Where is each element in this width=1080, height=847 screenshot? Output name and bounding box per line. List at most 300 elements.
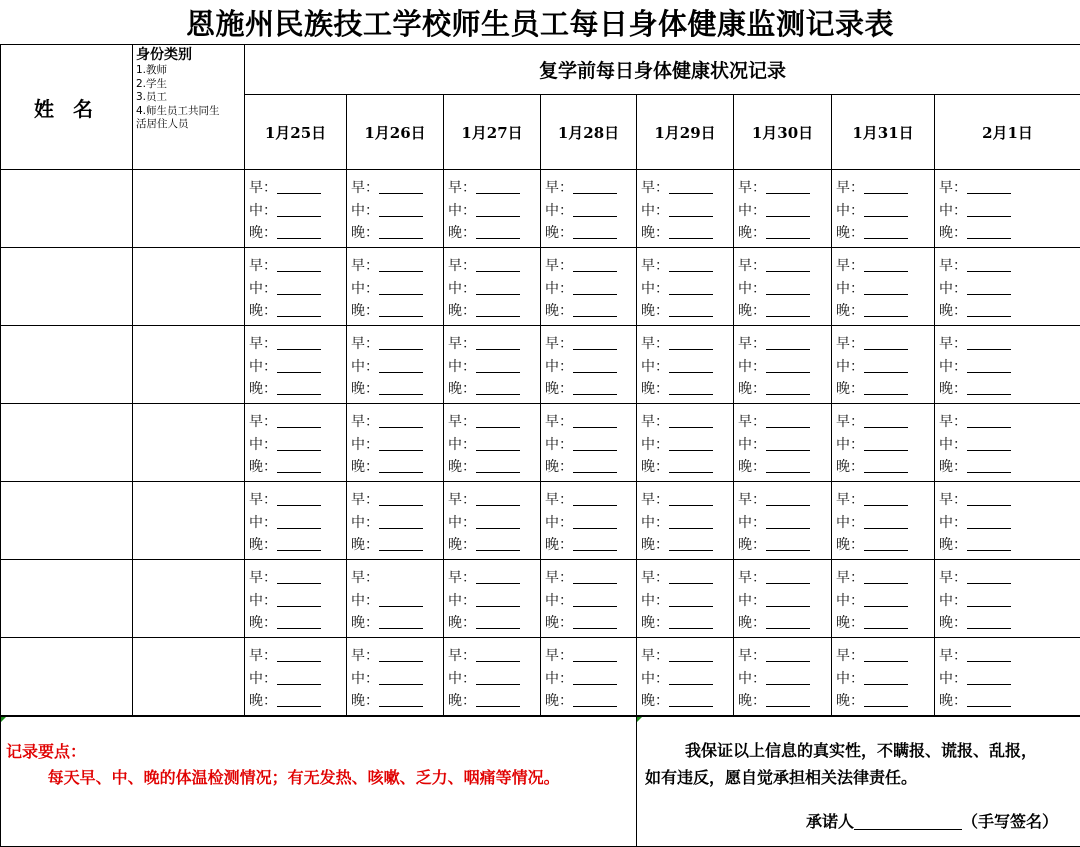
temperature-input-line[interactable] <box>379 335 423 350</box>
slot-label: 晚： <box>836 381 864 397</box>
temperature-slot <box>641 567 733 590</box>
temperature-slot <box>836 222 934 245</box>
slot-label: 早： <box>738 492 766 508</box>
temperature-slot <box>448 255 540 278</box>
temperature-input-line[interactable] <box>967 224 1011 239</box>
temperature-input-line[interactable] <box>766 413 810 428</box>
slot-label: 晚： <box>351 615 379 631</box>
temperature-slot <box>641 489 733 512</box>
name-cell[interactable] <box>1 170 133 248</box>
temperature-input-line[interactable] <box>766 569 810 584</box>
slot-label: 中： <box>351 202 379 219</box>
slot-label: 早： <box>545 258 573 274</box>
temperature-input-line[interactable] <box>476 380 520 395</box>
temperature-input-line[interactable] <box>864 302 908 317</box>
temperature-input-line[interactable] <box>669 335 713 350</box>
temperature-input-line[interactable] <box>967 202 1011 217</box>
daily-record-cell <box>541 170 637 248</box>
daily-record-cell <box>347 326 444 404</box>
slot-label: 晚： <box>738 225 766 241</box>
temperature-slot <box>351 177 443 200</box>
temperature-slot <box>545 378 636 401</box>
temperature-input-line[interactable] <box>379 280 423 295</box>
temperature-input-line[interactable] <box>277 692 321 707</box>
temperature-input-line[interactable] <box>277 592 321 607</box>
daily-record-cell <box>637 326 734 404</box>
temperature-input-line[interactable] <box>379 358 423 373</box>
slot-label: 中： <box>249 670 277 687</box>
temperature-slot <box>545 177 636 200</box>
slot-label: 早： <box>448 336 476 352</box>
temperature-slot <box>836 690 934 713</box>
temperature-slot <box>939 177 1080 200</box>
temperature-input-line[interactable] <box>476 647 520 662</box>
temperature-input-line[interactable] <box>864 202 908 217</box>
slot-label: 早： <box>545 648 573 664</box>
slot-label: 晚： <box>448 459 476 475</box>
temperature-input-line[interactable] <box>967 692 1011 707</box>
temperature-input-line[interactable] <box>573 614 617 629</box>
temperature-slot <box>641 456 733 479</box>
name-cell[interactable] <box>1 560 133 638</box>
temperature-input-line[interactable] <box>967 335 1011 350</box>
temperature-input-line[interactable] <box>669 614 713 629</box>
slot-label: 中： <box>641 592 669 609</box>
slot-label: 早： <box>351 414 379 430</box>
temperature-input-line[interactable] <box>967 491 1011 506</box>
temperature-input-line[interactable] <box>766 647 810 662</box>
temperature-slot <box>351 590 443 613</box>
temperature-input-line[interactable] <box>669 257 713 272</box>
name-cell[interactable] <box>1 404 133 482</box>
temperature-input-line[interactable] <box>476 458 520 473</box>
temperature-input-line[interactable] <box>766 224 810 239</box>
temperature-input-line[interactable] <box>967 647 1011 662</box>
temperature-input-line[interactable] <box>864 224 908 239</box>
slot-label: 中： <box>249 514 277 531</box>
temperature-input-line[interactable] <box>669 436 713 451</box>
temperature-slot <box>448 434 540 457</box>
temperature-input-line[interactable] <box>967 413 1011 428</box>
slot-label: 晚： <box>249 381 277 397</box>
temperature-input-line[interactable] <box>766 614 810 629</box>
temperature-input-line[interactable] <box>967 358 1011 373</box>
temperature-slot <box>738 177 831 200</box>
temperature-input-line[interactable] <box>766 536 810 551</box>
temperature-input-line[interactable] <box>277 202 321 217</box>
temperature-input-line[interactable] <box>864 257 908 272</box>
temperature-input-line[interactable] <box>573 514 617 529</box>
temperature-slot <box>641 690 733 713</box>
temperature-input-line[interactable] <box>476 413 520 428</box>
temperature-slot <box>351 668 443 691</box>
temperature-input-line[interactable] <box>766 692 810 707</box>
temperature-slot <box>351 690 443 713</box>
temperature-slot <box>545 645 636 668</box>
temperature-slot <box>939 222 1080 245</box>
temperature-input-line[interactable] <box>379 692 423 707</box>
temperature-input-line[interactable] <box>864 670 908 685</box>
temperature-input-line[interactable] <box>864 514 908 529</box>
temperature-input-line[interactable] <box>476 202 520 217</box>
slot-label: 晚： <box>448 615 476 631</box>
temperature-input-line[interactable] <box>277 536 321 551</box>
temperature-input-line[interactable] <box>476 592 520 607</box>
temperature-input-line[interactable] <box>573 458 617 473</box>
slot-label: 中： <box>738 436 766 453</box>
slot-label: 中： <box>351 670 379 687</box>
temperature-input-line[interactable] <box>573 413 617 428</box>
name-cell[interactable] <box>1 482 133 560</box>
temperature-input-line[interactable] <box>277 302 321 317</box>
category-cell[interactable] <box>133 404 245 482</box>
temperature-slot <box>836 278 934 301</box>
temperature-input-line[interactable] <box>277 491 321 506</box>
temperature-input-line[interactable] <box>864 614 908 629</box>
temperature-input-line[interactable] <box>277 458 321 473</box>
temperature-input-line[interactable] <box>864 436 908 451</box>
temperature-slot <box>939 411 1080 434</box>
temperature-input-line[interactable] <box>967 436 1011 451</box>
category-item: 3.员工 <box>136 91 168 103</box>
temperature-input-line[interactable] <box>573 692 617 707</box>
slot-label: 中： <box>641 670 669 687</box>
temperature-input-line[interactable] <box>277 614 321 629</box>
temperature-slot <box>738 645 831 668</box>
temperature-input-line[interactable] <box>669 224 713 239</box>
temperature-slot <box>351 567 443 590</box>
name-cell[interactable] <box>1 638 133 716</box>
temperature-input-line[interactable] <box>967 257 1011 272</box>
temperature-input-line[interactable] <box>967 280 1011 295</box>
temperature-slot <box>836 590 934 613</box>
temperature-input-line[interactable] <box>766 514 810 529</box>
table-row <box>1 170 1080 248</box>
temperature-slot <box>939 378 1080 401</box>
temperature-slot <box>249 255 346 278</box>
temperature-slot <box>249 456 346 479</box>
temperature-input-line[interactable] <box>766 491 810 506</box>
temperature-slot <box>738 278 831 301</box>
table-row <box>1 248 1080 326</box>
temperature-input-line[interactable] <box>669 302 713 317</box>
temperature-input-line[interactable] <box>669 647 713 662</box>
temperature-input-line[interactable] <box>766 458 810 473</box>
slot-label: 晚： <box>351 537 379 553</box>
temperature-input-line[interactable] <box>379 592 423 607</box>
temperature-input-line[interactable] <box>864 536 908 551</box>
temperature-input-line[interactable] <box>277 380 321 395</box>
temperature-input-line[interactable] <box>277 280 321 295</box>
slot-label: 晚： <box>939 303 967 319</box>
temperature-input-line[interactable] <box>277 436 321 451</box>
slot-label: 晚： <box>939 537 967 553</box>
temperature-input-line[interactable] <box>379 491 423 506</box>
name-cell[interactable] <box>1 248 133 326</box>
slot-label: 早： <box>641 414 669 430</box>
temperature-input-line[interactable] <box>379 202 423 217</box>
temperature-input-line[interactable] <box>379 536 423 551</box>
temperature-input-line[interactable] <box>669 458 713 473</box>
slot-label: 晚： <box>836 693 864 709</box>
temperature-input-line[interactable] <box>766 436 810 451</box>
temperature-slot <box>836 378 934 401</box>
temperature-input-line[interactable] <box>476 692 520 707</box>
slot-label: 晚： <box>738 303 766 319</box>
table-row <box>1 482 1080 560</box>
temperature-input-line[interactable] <box>573 670 617 685</box>
temperature-slot <box>545 333 636 356</box>
temperature-input-line[interactable] <box>277 224 321 239</box>
temperature-input-line[interactable] <box>669 592 713 607</box>
temperature-slot <box>545 456 636 479</box>
name-cell[interactable] <box>1 326 133 404</box>
daily-record-cell <box>637 170 734 248</box>
slot-label: 晚： <box>939 693 967 709</box>
temperature-input-line[interactable] <box>864 280 908 295</box>
temperature-input-line[interactable] <box>669 569 713 584</box>
temperature-input-line[interactable] <box>864 380 908 395</box>
category-cell[interactable] <box>133 560 245 638</box>
temperature-input-line[interactable] <box>766 592 810 607</box>
temperature-input-line[interactable] <box>277 670 321 685</box>
temperature-slot <box>545 300 636 323</box>
daily-record-cell <box>245 248 347 326</box>
temperature-input-line[interactable] <box>476 491 520 506</box>
temperature-input-line[interactable] <box>573 280 617 295</box>
slot-label: 晚： <box>836 225 864 241</box>
temperature-input-line[interactable] <box>766 358 810 373</box>
category-item: 活居住人员 <box>136 118 189 130</box>
slot-label: 中： <box>249 592 277 609</box>
temperature-input-line[interactable] <box>476 514 520 529</box>
temperature-input-line[interactable] <box>277 569 321 584</box>
slot-label: 早： <box>836 648 864 664</box>
table-row <box>1 404 1080 482</box>
temperature-input-line[interactable] <box>864 647 908 662</box>
temperature-input-line[interactable] <box>277 257 321 272</box>
temperature-input-line[interactable] <box>864 592 908 607</box>
temperature-input-line[interactable] <box>277 179 321 194</box>
slot-label: 早： <box>836 336 864 352</box>
section-title: 复学前每日身体健康状况记录 <box>245 45 1080 95</box>
daily-record-cell <box>347 560 444 638</box>
temperature-input-line[interactable] <box>669 179 713 194</box>
temperature-slot <box>448 645 540 668</box>
slot-label: 晚： <box>448 303 476 319</box>
temperature-input-line[interactable] <box>573 335 617 350</box>
slot-label: 早： <box>738 336 766 352</box>
category-cell[interactable] <box>133 638 245 716</box>
temperature-input-line[interactable] <box>476 569 520 584</box>
temperature-slot <box>351 278 443 301</box>
slot-label: 晚： <box>641 225 669 241</box>
temperature-input-line[interactable] <box>967 670 1011 685</box>
daily-record-cell <box>734 248 832 326</box>
temperature-input-line[interactable] <box>379 224 423 239</box>
temperature-slot <box>738 255 831 278</box>
slot-label: 早： <box>249 648 277 664</box>
temperature-input-line[interactable] <box>669 413 713 428</box>
category-cell[interactable] <box>133 170 245 248</box>
daily-record-cell <box>734 482 832 560</box>
temperature-slot <box>448 567 540 590</box>
temperature-input-line[interactable] <box>476 280 520 295</box>
slot-label: 晚： <box>448 693 476 709</box>
temperature-slot <box>249 278 346 301</box>
temperature-input-line[interactable] <box>277 413 321 428</box>
temperature-input-line[interactable] <box>379 670 423 685</box>
temperature-slot <box>545 356 636 379</box>
daily-record-cell <box>637 482 734 560</box>
temperature-input-line[interactable] <box>967 179 1011 194</box>
temperature-input-line[interactable] <box>379 257 423 272</box>
temperature-input-line[interactable] <box>573 358 617 373</box>
temperature-input-line[interactable] <box>277 358 321 373</box>
temperature-input-line[interactable] <box>379 647 423 662</box>
temperature-input-line[interactable] <box>573 179 617 194</box>
daily-record-cell <box>541 560 637 638</box>
temperature-input-line[interactable] <box>573 202 617 217</box>
temperature-input-line[interactable] <box>864 335 908 350</box>
cell-comment-marker <box>637 717 642 722</box>
temperature-input-line[interactable] <box>766 670 810 685</box>
temperature-input-line[interactable] <box>573 592 617 607</box>
temperature-input-line[interactable] <box>669 280 713 295</box>
temperature-input-line[interactable] <box>864 179 908 194</box>
temperature-input-line[interactable] <box>476 335 520 350</box>
daily-record-cell <box>347 482 444 560</box>
temperature-input-line[interactable] <box>864 569 908 584</box>
temperature-input-line[interactable] <box>669 491 713 506</box>
temperature-input-line[interactable] <box>277 647 321 662</box>
temperature-input-line[interactable] <box>379 179 423 194</box>
temperature-input-line[interactable] <box>864 413 908 428</box>
temperature-input-line[interactable] <box>766 280 810 295</box>
temperature-input-line[interactable] <box>669 670 713 685</box>
temperature-input-line[interactable] <box>573 224 617 239</box>
temperature-input-line[interactable] <box>573 302 617 317</box>
temperature-input-line[interactable] <box>476 614 520 629</box>
temperature-input-line[interactable] <box>766 335 810 350</box>
temperature-input-line[interactable] <box>967 380 1011 395</box>
daily-record-cell <box>935 404 1080 482</box>
temperature-slot <box>641 590 733 613</box>
temperature-input-line[interactable] <box>573 491 617 506</box>
temperature-input-line[interactable] <box>379 302 423 317</box>
temperature-input-line[interactable] <box>476 224 520 239</box>
signature-line[interactable] <box>854 814 962 830</box>
temperature-input-line[interactable] <box>967 458 1011 473</box>
temperature-input-line[interactable] <box>864 358 908 373</box>
daily-record-cell <box>541 638 637 716</box>
temperature-slot <box>249 668 346 691</box>
temperature-input-line[interactable] <box>669 358 713 373</box>
temperature-input-line[interactable] <box>669 536 713 551</box>
temperature-input-line[interactable] <box>864 458 908 473</box>
temperature-input-line[interactable] <box>573 569 617 584</box>
temperature-input-line[interactable] <box>864 692 908 707</box>
form-title: 恩施州民族技工学校师生员工每日身体健康监测记录表 <box>185 7 894 41</box>
slot-label: 早： <box>249 336 277 352</box>
temperature-input-line[interactable] <box>277 335 321 350</box>
temperature-input-line[interactable] <box>573 380 617 395</box>
category-cell[interactable] <box>133 326 245 404</box>
slot-label: 中： <box>939 280 967 297</box>
temperature-input-line[interactable] <box>766 202 810 217</box>
category-cell[interactable] <box>133 248 245 326</box>
temperature-slot <box>939 612 1080 635</box>
temperature-input-line[interactable] <box>379 614 423 629</box>
temperature-input-line[interactable] <box>669 514 713 529</box>
temperature-input-line[interactable] <box>967 592 1011 607</box>
slot-label: 早： <box>641 648 669 664</box>
temperature-input-line[interactable] <box>669 692 713 707</box>
temperature-input-line[interactable] <box>379 380 423 395</box>
temperature-slot <box>249 612 346 635</box>
slot-label: 早： <box>249 180 277 196</box>
daily-record-cell <box>444 248 541 326</box>
temperature-slot <box>351 300 443 323</box>
slot-label: 早： <box>641 180 669 196</box>
temperature-slot <box>448 333 540 356</box>
daily-record-cell <box>245 482 347 560</box>
temperature-input-line[interactable] <box>379 458 423 473</box>
temperature-input-line[interactable] <box>967 302 1011 317</box>
slot-label: 晚： <box>939 225 967 241</box>
temperature-input-line[interactable] <box>669 202 713 217</box>
temperature-input-line[interactable] <box>476 436 520 451</box>
temperature-input-line[interactable] <box>476 536 520 551</box>
temperature-input-line[interactable] <box>766 302 810 317</box>
slot-label: 晚： <box>249 459 277 475</box>
temperature-input-line[interactable] <box>967 569 1011 584</box>
temperature-input-line[interactable] <box>476 670 520 685</box>
temperature-input-line[interactable] <box>766 257 810 272</box>
slot-label: 早： <box>351 180 379 196</box>
slot-label: 中： <box>351 280 379 297</box>
temperature-input-line[interactable] <box>379 413 423 428</box>
temperature-input-line[interactable] <box>967 614 1011 629</box>
temperature-input-line[interactable] <box>476 179 520 194</box>
temperature-slot <box>836 668 934 691</box>
temperature-input-line[interactable] <box>967 536 1011 551</box>
temperature-slot <box>836 567 934 590</box>
temperature-slot <box>448 668 540 691</box>
temperature-input-line[interactable] <box>967 514 1011 529</box>
temperature-input-line[interactable] <box>379 436 423 451</box>
temperature-input-line[interactable] <box>476 257 520 272</box>
temperature-input-line[interactable] <box>766 179 810 194</box>
slot-label: 晚： <box>939 459 967 475</box>
temperature-input-line[interactable] <box>669 380 713 395</box>
category-cell[interactable] <box>133 482 245 560</box>
temperature-input-line[interactable] <box>573 536 617 551</box>
temperature-input-line[interactable] <box>766 380 810 395</box>
temperature-input-line[interactable] <box>573 647 617 662</box>
slot-label: 中： <box>448 358 476 375</box>
temperature-input-line[interactable] <box>864 491 908 506</box>
temperature-input-line[interactable] <box>573 436 617 451</box>
temperature-slot <box>545 612 636 635</box>
temperature-input-line[interactable] <box>379 514 423 529</box>
temperature-input-line[interactable] <box>277 514 321 529</box>
slot-label: 晚： <box>939 381 967 397</box>
daily-record-cell <box>637 638 734 716</box>
temperature-input-line[interactable] <box>573 257 617 272</box>
temperature-input-line[interactable] <box>476 358 520 373</box>
temperature-input-line[interactable] <box>476 302 520 317</box>
